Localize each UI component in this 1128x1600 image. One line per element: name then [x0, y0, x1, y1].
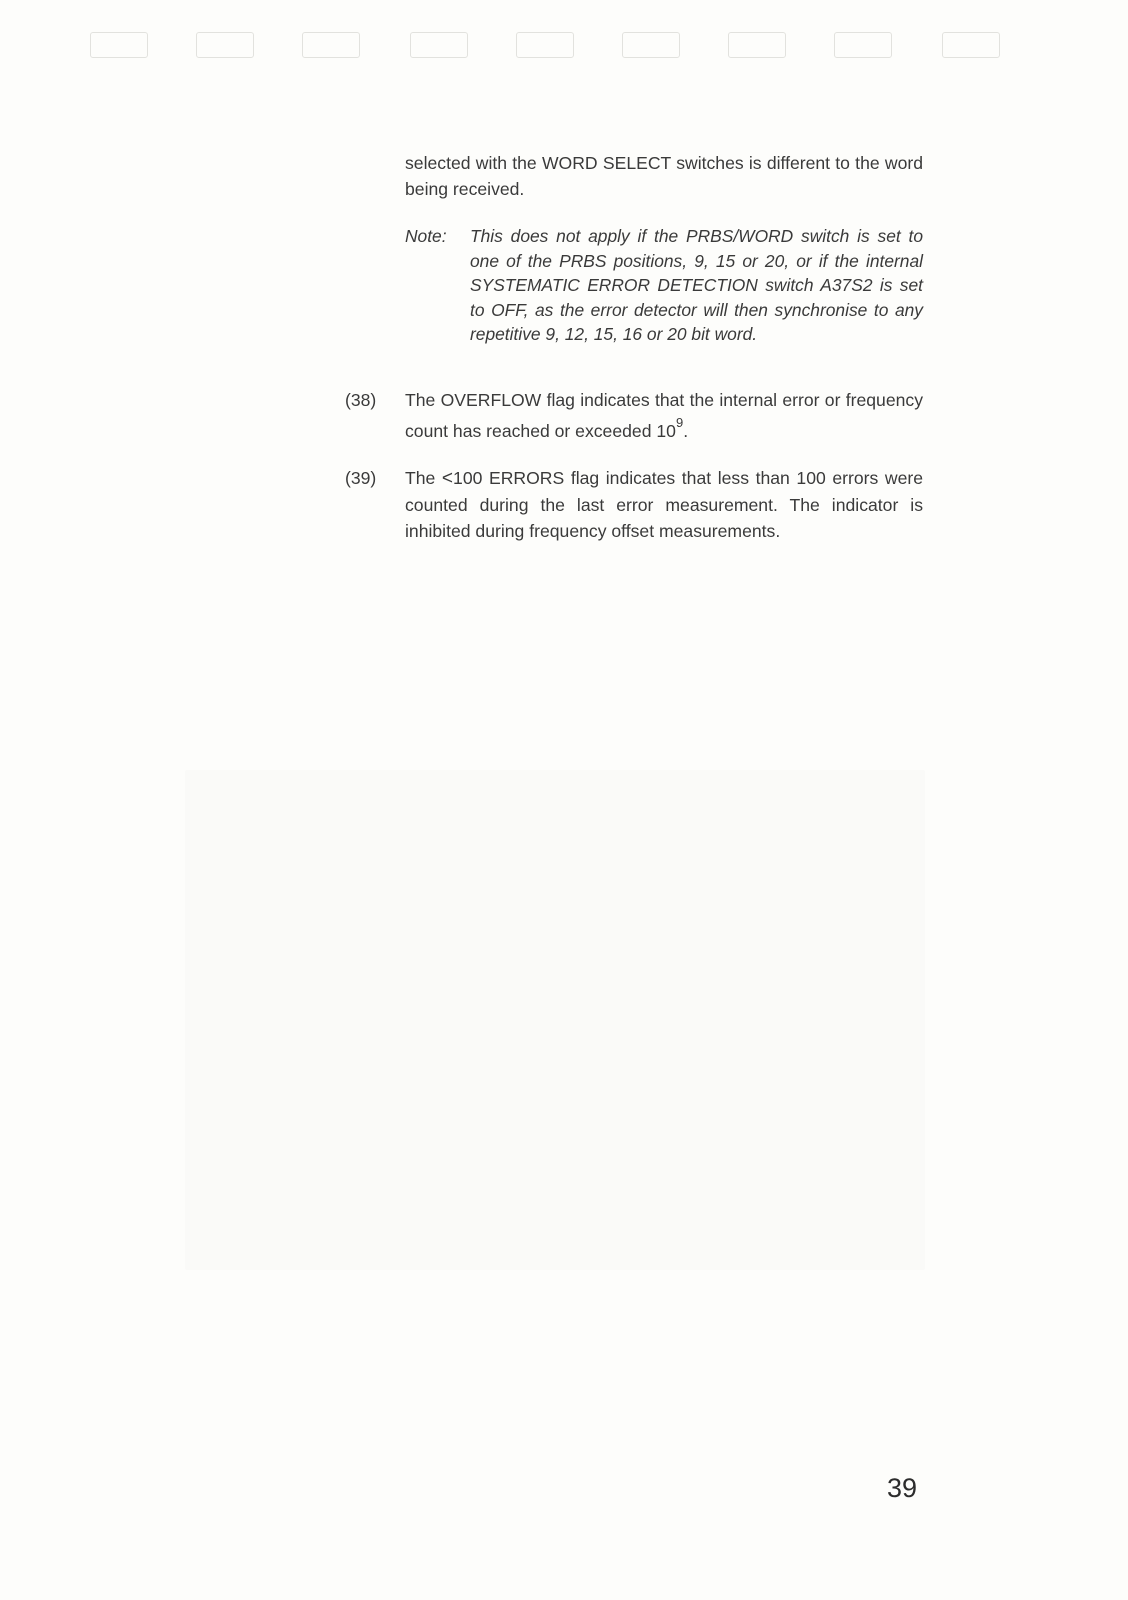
numbered-item-38 — [345, 387, 923, 444]
binder-hole — [834, 32, 892, 58]
binder-holes — [90, 32, 1025, 60]
less-than-symbol: < — [441, 468, 454, 490]
numbered-item-39 — [345, 465, 924, 544]
binder-hole — [942, 32, 1000, 58]
continued-paragraph-text: selected with the WORD SELECT switches is different to the word being received. — [405, 153, 923, 199]
continued-paragraph — [405, 150, 923, 202]
binder-hole — [728, 32, 786, 58]
item-text-main: The OVERFLOW flag indicates that the internal error or frequency count has reached or exceeded 10 — [405, 389, 923, 441]
item-text-main: 100 ERRORS flag indicates that less than 100 errors were counted during the last error measurement. The indicator is inhibited during frequency offset measurements. — [405, 468, 924, 542]
note-text: This does not apply if the PRBS/WORD switch is set to one of the PRBS positions, 9, 15 or 20, or if the internal SYSTEMATIC ERROR DETECTION switch A37S2 is set to OFF, as the error detector will then synchronise to any repetitive 9, 12, 15, 16 or 20 bit word. — [470, 226, 923, 344]
binder-hole — [90, 32, 148, 58]
item-number: (39) — [345, 468, 377, 489]
page-number: 39 — [887, 1473, 918, 1503]
reverse-side-show-through — [185, 770, 925, 1270]
item-text — [405, 465, 923, 544]
exponent: 9 — [675, 414, 684, 430]
binder-hole — [196, 32, 254, 58]
item-text-end: . — [683, 420, 689, 441]
binder-hole — [302, 32, 360, 58]
manual-text-column — [345, 150, 924, 566]
item-number: (38) — [345, 389, 377, 410]
note-label: Note: — [405, 226, 447, 246]
binder-hole — [410, 32, 468, 58]
binder-hole — [516, 32, 574, 58]
note-block — [405, 224, 923, 347]
binder-hole — [622, 32, 680, 58]
item-text-start: The — [405, 468, 436, 489]
item-text — [405, 387, 923, 444]
